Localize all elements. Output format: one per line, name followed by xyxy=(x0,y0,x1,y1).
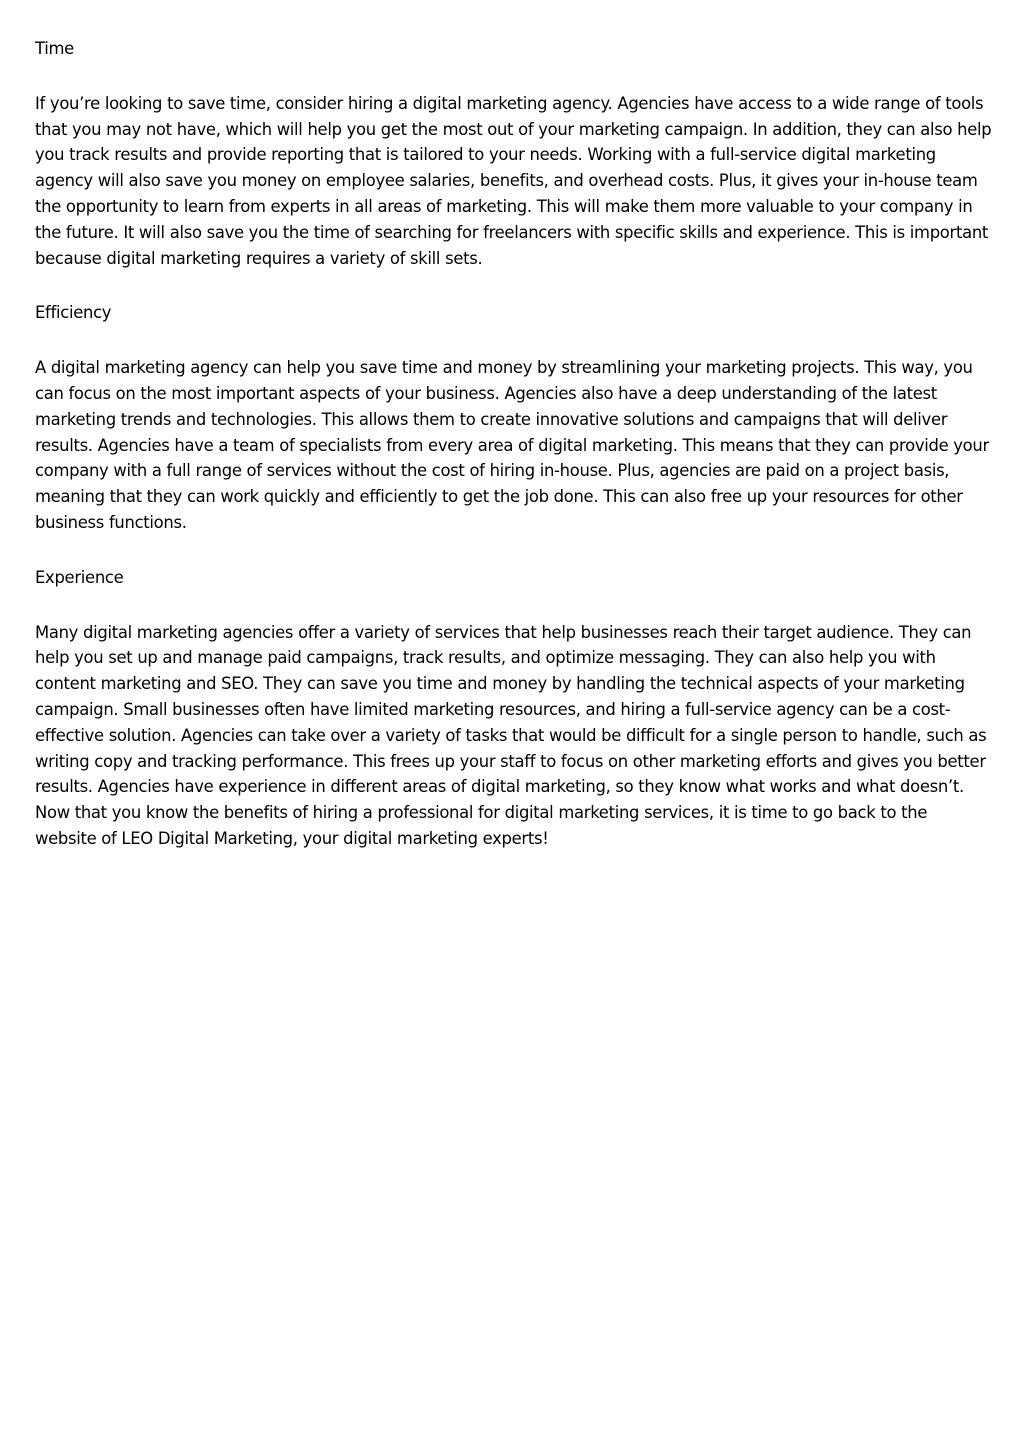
section-paragraph: A digital marketing agency can help you save time and money by streamlining your marketing projects. This way, you can focus on the most important aspects of your business. Agencies also have a deep understanding of the latest marketing trends and technologies. This allows them to create innovative solutions and campaigns that will deliver results. Agencies have a team of specialists from every area of digital marketing. This means that they can provide your company with a full range of services without the cost of hiring in-house. Plus, agencies are paid on a project basis, meaning that they can work quickly and efficiently to get the job done. This can also free up your resources for other business functions. xyxy=(35,358,989,532)
section-experience xyxy=(35,565,993,852)
section-heading: Efficiency xyxy=(35,303,112,323)
section-paragraph: Many digital marketing agencies offer a variety of services that help businesses reach their target audience. They can help you set up and manage paid campaigns, track results, and optimize messaging. They can also help you with content marketing and SEO. They can save you time and money by handling the technical aspects of your marketing campaign. Small businesses often have limited marketing resources, and hiring a full-service agency can be a cost-effective solution. Agencies can take over a variety of tasks that would be difficult for a single person to handle, such as writing copy and tracking performance. This frees up your staff to focus on other marketing efforts and gives you better results. Agencies have experience in different areas of digital marketing, so they know what works and what doesn’t. Now that you know the benefits of hiring a professional for digital marketing services, it is time to go back to the website of LEO Digital Marketing, your digital marketing experts! xyxy=(35,622,987,848)
section-paragraph: If you’re looking to save time, consider hiring a digital marketing agency. Agencies have access to a wide range of tools that you may not have, which will help you get the most out of your marketing campaign. In addition, they can also help you track results and provide reporting that is tailored to your needs. Working with a full-service digital marketing agency will also save you money on employee salaries, benefits, and overhead costs. Plus, it gives your in-house team the opportunity to learn from experts in all areas of marketing. This will make them more valuable to your company in the future. It will also save you the time of searching for freelancers with specific skills and experience. This is important because digital marketing requires a variety of skill sets. xyxy=(35,93,992,268)
section-efficiency xyxy=(35,300,993,535)
section-time xyxy=(35,36,993,271)
section-heading: Time xyxy=(35,39,74,58)
section-heading: Experience xyxy=(35,567,124,587)
document-page xyxy=(35,36,993,881)
